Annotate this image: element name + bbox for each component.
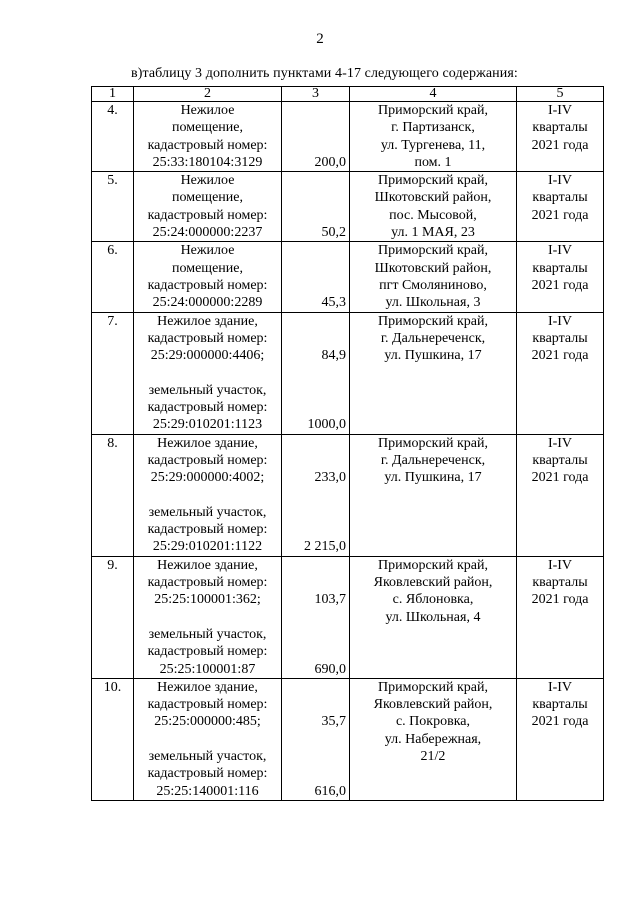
area-cell (282, 172, 350, 242)
address-line: Приморский край, (378, 679, 488, 695)
address-line: ул. Пушкина, 17 (384, 348, 482, 364)
area-value: 2 215,0 (304, 539, 346, 555)
object-line: Нежилое здание, (157, 679, 258, 695)
address-line: Приморский край, (378, 557, 488, 573)
address-line: с. Яблоновка, (392, 592, 474, 608)
period-line: I-IV (547, 173, 573, 189)
row-number (92, 434, 134, 556)
table-row (92, 102, 604, 172)
area-cell (282, 102, 350, 172)
object-line: кадастровый номер: (147, 452, 268, 468)
period-line: I-IV (547, 679, 573, 695)
header-col-5: 5 (517, 87, 604, 102)
page-number: 2 (316, 31, 324, 47)
object-description (134, 678, 282, 800)
table-row (92, 242, 604, 312)
object-line: кадастровый номер: (147, 277, 268, 293)
object-line: кадастровый номер: (147, 400, 268, 416)
object-line: 25:25:100001:87 (159, 661, 256, 677)
address-line: Приморский край, (378, 173, 488, 189)
row-number-text: 7. (107, 313, 118, 329)
area-cell (282, 312, 350, 434)
period (517, 312, 604, 434)
address-line: г. Дальнереченск, (380, 452, 486, 468)
row-number-text: 6. (107, 243, 118, 259)
address-line: Шкотовский район, (374, 190, 492, 206)
address-line: ул. Набережная, (384, 731, 482, 747)
object-line: земельный участок, (148, 382, 267, 398)
object-line: 25:29:000000:4406; (150, 348, 265, 364)
address-line: Яковлевский район, (373, 697, 493, 713)
row-number-text: 4. (107, 103, 118, 118)
address-line: ул. 1 МАЯ, 23 (391, 225, 475, 241)
address-line: с. Покровка, (395, 714, 471, 730)
period (517, 102, 604, 172)
address (350, 678, 517, 800)
period-line: I-IV (547, 435, 573, 451)
object-line: Нежилое здание, (157, 313, 258, 329)
object-line: кадастровый номер: (147, 644, 268, 660)
table-header-row (92, 87, 604, 102)
object-line: кадастровый номер: (147, 766, 268, 782)
period (517, 172, 604, 242)
period-line: I-IV (547, 103, 573, 118)
address-line: пом. 1 (414, 154, 452, 170)
object-line: Нежилое (180, 243, 235, 259)
area-cell (282, 678, 350, 800)
object-line: 25:25:140001:116 (156, 783, 259, 799)
address (350, 102, 517, 172)
object-line: 25:33:180104:3129 (152, 154, 263, 170)
area-building: 233,0 (314, 470, 346, 486)
address-line: Шкотовский район, (374, 260, 492, 276)
row-number (92, 242, 134, 312)
address-line: 21/2 (420, 748, 446, 764)
area-value: 200,0 (314, 154, 346, 170)
address-line: пос. Мысовой, (389, 207, 477, 223)
object-line: помещение, (172, 120, 243, 136)
area-building: 35,7 (321, 714, 346, 730)
object-line: Нежилое (180, 173, 235, 189)
object-line: кадастровый номер: (147, 330, 268, 346)
object-line: кадастровый номер: (147, 575, 268, 591)
address-line: Яковлевский район, (373, 575, 493, 591)
header-col-4: 4 (350, 87, 517, 102)
address (350, 172, 517, 242)
object-line: 25:29:010201:1122 (152, 539, 263, 555)
period-line: кварталы (532, 190, 588, 206)
object-description (134, 242, 282, 312)
area-value: 690,0 (314, 661, 346, 677)
address-line: г. Дальнереченск, (380, 330, 486, 346)
period-line: 2021 года (531, 348, 589, 364)
address-line: ул. Школьная, 4 (385, 609, 481, 625)
period-line: кварталы (532, 330, 588, 346)
object-description (134, 102, 282, 172)
object-line: 25:24:000000:2289 (152, 295, 263, 311)
address-line: ул. Пушкина, 17 (384, 470, 482, 486)
address (350, 242, 517, 312)
property-table (91, 86, 604, 801)
object-line: кадастровый номер: (147, 697, 268, 713)
period (517, 556, 604, 678)
address-line: ул. Школьная, 3 (385, 295, 481, 311)
object-line: земельный участок, (148, 504, 267, 520)
area-value: 50,2 (321, 225, 346, 241)
intro-text: в)таблицу 3 дополнить пунктами 4-17 следующего содержания: (131, 66, 518, 81)
row-number (92, 172, 134, 242)
address-line: Приморский край, (378, 435, 488, 451)
period-line: кварталы (532, 452, 588, 468)
row-number (92, 556, 134, 678)
object-line: земельный участок, (148, 626, 267, 642)
period-line: I-IV (547, 313, 573, 329)
period-line: кварталы (532, 260, 588, 276)
object-line: кадастровый номер: (147, 207, 268, 223)
period-line: 2021 года (531, 137, 589, 153)
object-line: помещение, (172, 260, 243, 276)
period-line: 2021 года (531, 714, 589, 730)
object-line: Нежилое здание, (157, 435, 258, 451)
period-line: I-IV (547, 243, 573, 259)
period-line: I-IV (547, 557, 573, 573)
object-line: 25:24:000000:2237 (152, 225, 263, 241)
header-col-1: 1 (92, 87, 134, 102)
row-number-text: 8. (107, 435, 118, 451)
table-row (92, 434, 604, 556)
object-line: кадастровый номер: (147, 522, 268, 538)
period-line: кварталы (532, 575, 588, 591)
object-line: Нежилое здание, (157, 557, 258, 573)
period-line: кварталы (532, 120, 588, 136)
object-line (136, 731, 279, 748)
object-description (134, 312, 282, 434)
period (517, 678, 604, 800)
address-line: Приморский край, (378, 243, 488, 259)
table-row (92, 312, 604, 434)
period-line: кварталы (532, 697, 588, 713)
row-number (92, 312, 134, 434)
area-building: 84,9 (321, 348, 346, 364)
object-line: 25:25:000000:485; (154, 714, 261, 730)
address (350, 312, 517, 434)
object-line: 25:29:010201:1123 (152, 417, 263, 433)
area-value: 616,0 (314, 783, 346, 799)
address-line: ул. Тургенева, 11, (380, 137, 486, 153)
period-line: 2021 года (531, 592, 589, 608)
object-description (134, 172, 282, 242)
area-cell (282, 242, 350, 312)
area-value: 45,3 (321, 295, 346, 311)
address-line: г. Партизанск, (391, 120, 475, 136)
area-cell (282, 434, 350, 556)
header-col-3: 3 (282, 87, 350, 102)
object-line (136, 364, 279, 381)
period-line: 2021 года (531, 470, 589, 486)
row-number-text: 9. (107, 557, 118, 573)
object-line (136, 487, 279, 504)
table-row (92, 678, 604, 800)
object-line: земельный участок, (148, 748, 267, 764)
address-line: Приморский край, (378, 313, 488, 329)
header-col-2: 2 (134, 87, 282, 102)
row-number-text: 10. (103, 679, 122, 695)
object-description (134, 556, 282, 678)
object-line: 25:25:100001:362; (154, 592, 261, 608)
area-building: 103,7 (314, 592, 346, 608)
row-number (92, 102, 134, 172)
object-line: Нежилое (180, 103, 235, 118)
period (517, 434, 604, 556)
area-value: 1000,0 (307, 417, 346, 433)
area-cell (282, 556, 350, 678)
period (517, 242, 604, 312)
row-number-text: 5. (107, 173, 118, 189)
period-line: 2021 года (531, 207, 589, 223)
object-line (136, 609, 279, 626)
table-row (92, 172, 604, 242)
period-line: 2021 года (531, 277, 589, 293)
address-line: Приморский край, (378, 103, 488, 118)
object-line: помещение, (172, 190, 243, 206)
object-line: кадастровый номер: (147, 137, 268, 153)
address-line: пгт Смоляниново, (379, 277, 487, 293)
object-line: 25:29:000000:4002; (150, 470, 265, 486)
row-number (92, 678, 134, 800)
address (350, 434, 517, 556)
object-description (134, 434, 282, 556)
address (350, 556, 517, 678)
table-row (92, 556, 604, 678)
